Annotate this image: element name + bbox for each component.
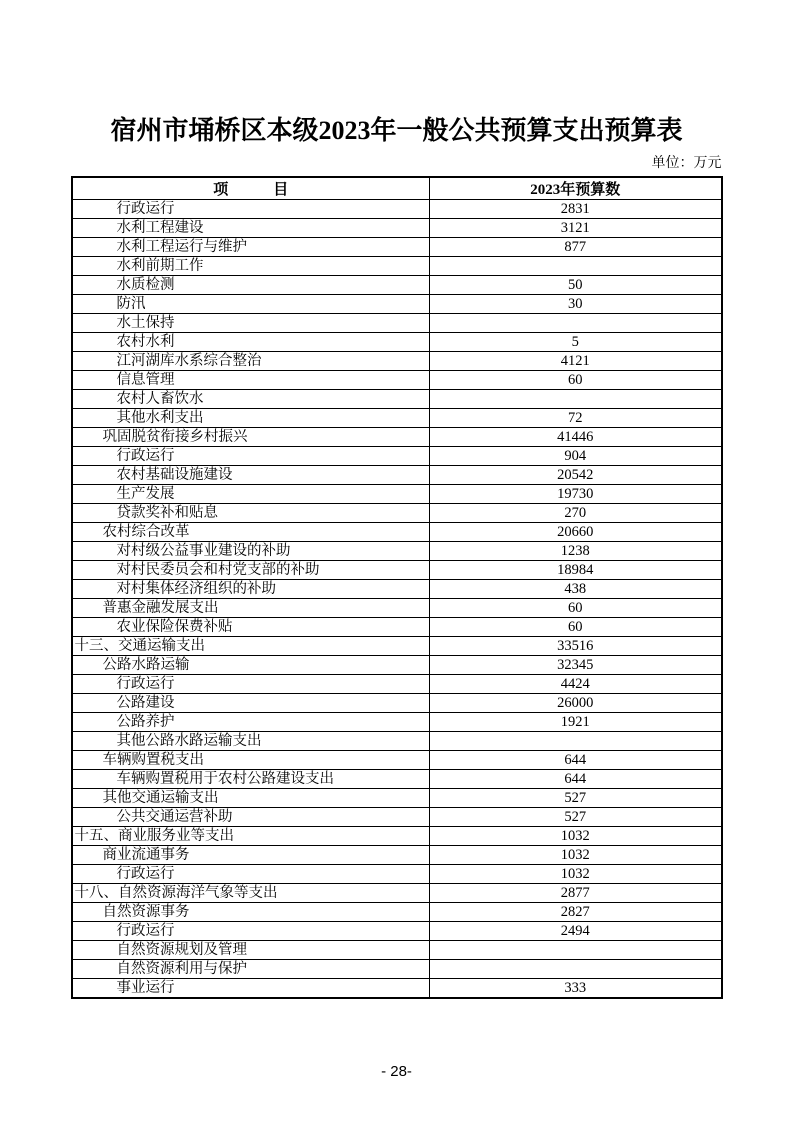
table-row [72, 732, 722, 751]
value-cell: 41446 [430, 428, 722, 447]
table-row [72, 428, 722, 447]
item-cell: 事业运行 [72, 979, 430, 999]
item-cell: 水土保持 [72, 314, 430, 333]
table-row [72, 447, 722, 466]
table-body [72, 200, 722, 999]
item-cell: 水利前期工作 [72, 257, 430, 276]
item-cell: 行政运行 [72, 447, 430, 466]
table-row [72, 694, 722, 713]
item-cell: 水质检测 [72, 276, 430, 295]
value-cell [430, 257, 722, 276]
table-row [72, 580, 722, 599]
table-row [72, 409, 722, 428]
item-cell: 防汛 [72, 295, 430, 314]
item-cell: 行政运行 [72, 200, 430, 219]
table-row [72, 979, 722, 999]
item-cell: 公共交通运营补助 [72, 808, 430, 827]
value-cell: 5 [430, 333, 722, 352]
value-cell: 19730 [430, 485, 722, 504]
item-cell: 车辆购置税支出 [72, 751, 430, 770]
unit-note: 单位：万元 [651, 156, 722, 171]
value-cell: 1032 [430, 827, 722, 846]
item-cell: 其他交通运输支出 [72, 789, 430, 808]
value-cell: 1921 [430, 713, 722, 732]
value-cell: 72 [430, 409, 722, 428]
table-row [72, 219, 722, 238]
item-cell: 行政运行 [72, 865, 430, 884]
value-cell [430, 732, 722, 751]
value-cell: 33516 [430, 637, 722, 656]
item-cell: 十八、自然资源海洋气象等支出 [72, 884, 430, 903]
item-cell: 农村基础设施建设 [72, 466, 430, 485]
table-row [72, 618, 722, 637]
item-cell: 公路养护 [72, 713, 430, 732]
item-cell: 其他公路水路运输支出 [72, 732, 430, 751]
item-cell: 生产发展 [72, 485, 430, 504]
item-cell: 水利工程运行与维护 [72, 238, 430, 257]
value-cell [430, 960, 722, 979]
value-cell: 60 [430, 371, 722, 390]
value-cell: 1238 [430, 542, 722, 561]
value-cell: 644 [430, 751, 722, 770]
table-row [72, 523, 722, 542]
value-cell: 32345 [430, 656, 722, 675]
page-title: 宿州市埇桥区本级2023年一般公共预算支出预算表 [110, 116, 683, 145]
table-row [72, 561, 722, 580]
item-cell: 贷款奖补和贴息 [72, 504, 430, 523]
value-cell: 333 [430, 979, 722, 999]
item-cell: 车辆购置税用于农村公路建设支出 [72, 770, 430, 789]
item-cell: 农村综合改革 [72, 523, 430, 542]
value-cell [430, 941, 722, 960]
table-row [72, 960, 722, 979]
value-cell: 527 [430, 789, 722, 808]
table-row [72, 276, 722, 295]
table-row [72, 637, 722, 656]
table-row [72, 542, 722, 561]
table-row [72, 903, 722, 922]
value-cell [430, 314, 722, 333]
table-row [72, 713, 722, 732]
item-cell: 巩固脱贫衔接乡村振兴 [72, 428, 430, 447]
item-cell: 水利工程建设 [72, 219, 430, 238]
column-header-value: 2023年预算数 [430, 177, 722, 200]
page-number: - 28- [381, 1063, 412, 1080]
value-cell: 1032 [430, 846, 722, 865]
table-row [72, 789, 722, 808]
table-row [72, 922, 722, 941]
item-cell: 自然资源事务 [72, 903, 430, 922]
item-cell: 自然资源规划及管理 [72, 941, 430, 960]
table-row [72, 656, 722, 675]
table-row [72, 200, 722, 219]
item-cell: 十三、交通运输支出 [72, 637, 430, 656]
table-row [72, 238, 722, 257]
value-cell: 4424 [430, 675, 722, 694]
table-row [72, 827, 722, 846]
table-row [72, 599, 722, 618]
table-header [72, 177, 722, 200]
item-cell: 行政运行 [72, 675, 430, 694]
table-row [72, 675, 722, 694]
value-cell: 60 [430, 618, 722, 637]
table-row [72, 770, 722, 789]
value-cell: 904 [430, 447, 722, 466]
item-cell: 自然资源利用与保护 [72, 960, 430, 979]
table-row [72, 314, 722, 333]
table-row [72, 846, 722, 865]
header-row [72, 177, 722, 200]
budget-table [71, 176, 723, 999]
value-cell: 2831 [430, 200, 722, 219]
value-cell: 4121 [430, 352, 722, 371]
table-row [72, 865, 722, 884]
value-cell: 30 [430, 295, 722, 314]
table-row [72, 941, 722, 960]
item-cell: 农村人畜饮水 [72, 390, 430, 409]
table-row [72, 751, 722, 770]
table-row [72, 504, 722, 523]
value-cell: 3121 [430, 219, 722, 238]
table-row [72, 808, 722, 827]
table-row [72, 466, 722, 485]
value-cell: 2827 [430, 903, 722, 922]
table-row [72, 257, 722, 276]
value-cell: 26000 [430, 694, 722, 713]
value-cell: 1032 [430, 865, 722, 884]
item-cell: 商业流通事务 [72, 846, 430, 865]
item-cell: 农业保险保费补贴 [72, 618, 430, 637]
item-cell: 十五、商业服务业等支出 [72, 827, 430, 846]
table-row [72, 295, 722, 314]
value-cell: 438 [430, 580, 722, 599]
value-cell: 2877 [430, 884, 722, 903]
value-cell: 18984 [430, 561, 722, 580]
value-cell: 877 [430, 238, 722, 257]
item-cell: 对村集体经济组织的补助 [72, 580, 430, 599]
value-cell: 60 [430, 599, 722, 618]
item-cell: 行政运行 [72, 922, 430, 941]
item-cell: 信息管理 [72, 371, 430, 390]
item-cell: 江河湖库水系综合整治 [72, 352, 430, 371]
item-cell: 对村级公益事业建设的补助 [72, 542, 430, 561]
table-row [72, 485, 722, 504]
table-row [72, 333, 722, 352]
value-cell: 2494 [430, 922, 722, 941]
item-cell: 公路建设 [72, 694, 430, 713]
value-cell: 644 [430, 770, 722, 789]
item-cell: 其他水利支出 [72, 409, 430, 428]
table-row [72, 352, 722, 371]
item-cell: 对村民委员会和村党支部的补助 [72, 561, 430, 580]
table-row [72, 884, 722, 903]
item-cell: 农村水利 [72, 333, 430, 352]
item-cell: 公路水路运输 [72, 656, 430, 675]
column-header-item: 项 目 [72, 177, 430, 200]
value-cell: 50 [430, 276, 722, 295]
value-cell: 20660 [430, 523, 722, 542]
item-cell: 普惠金融发展支出 [72, 599, 430, 618]
value-cell: 527 [430, 808, 722, 827]
value-cell: 20542 [430, 466, 722, 485]
table-row [72, 390, 722, 409]
value-cell [430, 390, 722, 409]
value-cell: 270 [430, 504, 722, 523]
table-row [72, 371, 722, 390]
